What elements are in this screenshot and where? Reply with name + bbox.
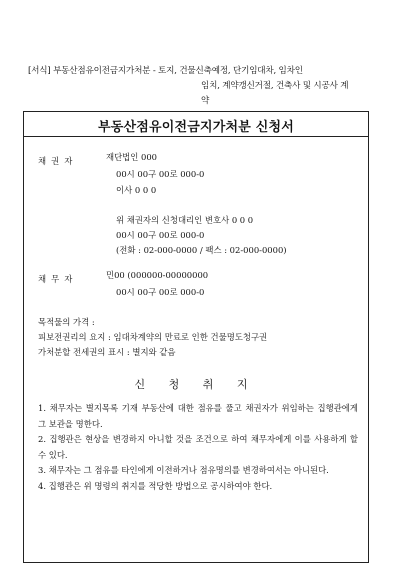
creditor-name: 재단법인 000 [106, 152, 158, 162]
debtor-name: 민00 (000000-00000000 [106, 270, 209, 280]
caption-line-3: 약 [201, 96, 210, 106]
caption-line-1: [서식] 부동산점유이전금지가처분 - 토지, 건물신축예정, 단기임대차, 임차인 [28, 66, 303, 76]
purpose-item: 1. 채무자는 별지목록 기재 부동산에 대한 점유를 풀고 채권자가 위임하는 집행관에게 그 보관을 명한다. [38, 403, 358, 429]
debtor-label: 채 무 자 [38, 274, 74, 284]
document-title: 부동산점유이전금지가처분 신청서 [97, 120, 295, 135]
form-caption [28, 64, 378, 109]
title-divider [24, 136, 368, 137]
agent-address: 00시 00구 00로 000-0 [116, 230, 205, 240]
purpose-item: 2. 집행관은 현상을 변경하지 아니할 것을 조건으로 하여 채무자에게 이를 사용하게 할 수 있다. [38, 434, 358, 460]
creditor-director: 이사 0 0 0 [116, 185, 157, 195]
purpose-item: 4. 집행관은 위 명령의 취지를 적당한 방법으로 공시하여야 한다. [38, 480, 273, 491]
protected-right: 피보전권리의 요지 : 임대차계약의 만료로 인한 건물명도청구권 [38, 332, 268, 342]
claim-value: 목적물의 가격 : [38, 317, 95, 327]
agent-contact: (전화 : 02-000-0000 / 팩스 : 02-000-0000) [116, 245, 287, 255]
purpose-list [38, 401, 358, 494]
purpose-item: 3. 채무자는 그 점유를 타인에게 이전하거나 점유명의를 변경하여서는 아니된다. [38, 465, 329, 475]
creditor-address: 00시 00구 00로 000-0 [116, 169, 205, 179]
caption-line-2: 임치, 계약갱신거절, 건축사 및 시공사 계 [201, 81, 349, 91]
purpose-heading: 신 청 취 지 [134, 378, 258, 391]
creditor-agent: 위 채권자의 신청대리인 변호사 0 0 0 [116, 215, 254, 225]
application-document [23, 111, 369, 563]
target-description: 가처분할 전세권의 표시 : 별지와 같음 [38, 347, 176, 357]
creditor-label: 채 권 자 [38, 156, 74, 166]
debtor-address: 00시 00구 00로 000-0 [116, 287, 205, 297]
